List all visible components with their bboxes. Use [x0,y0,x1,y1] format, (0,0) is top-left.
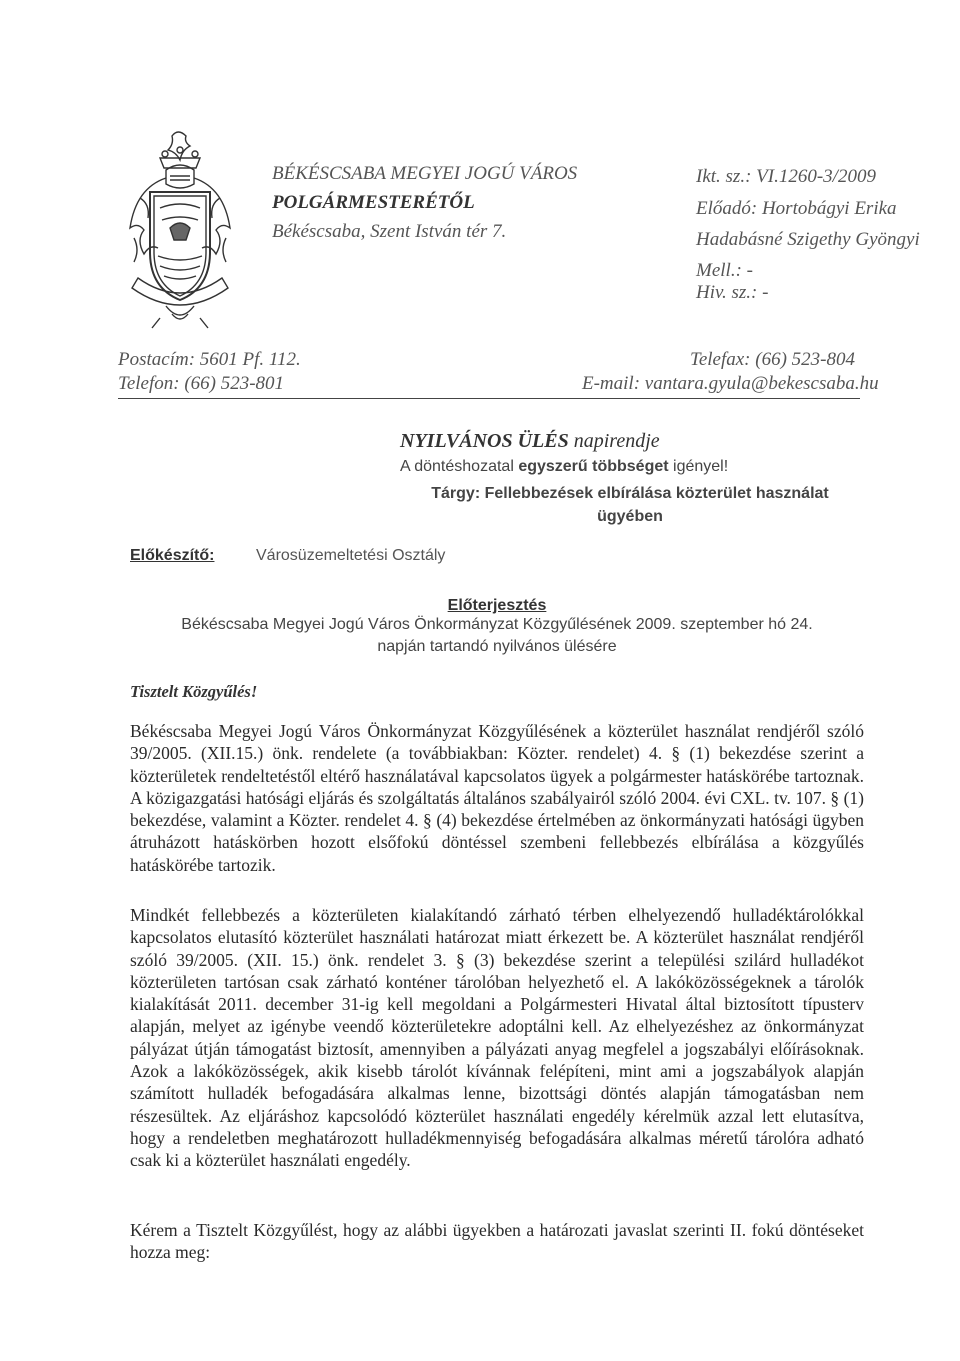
majority-note: A döntéshozatal egyszerű többséget igényel! [400,458,729,475]
meeting-type: NYILVÁNOS ÜLÉS [400,430,569,452]
attachments: Mell.: - [696,260,753,281]
org-sender: POLGÁRMESTERÉTŐL [272,192,475,213]
salutation: Tisztelt Közgyűlés! [130,682,258,701]
proposal-line-2: napján tartandó nyilvános ülésére [377,638,617,655]
phone: Telefon: (66) 523-801 [118,373,285,394]
meeting-title [400,430,660,453]
meeting-agenda-word: napirendje [568,430,660,452]
preparer-label: Előkészítő: [130,547,215,564]
org-address: Békéscsaba, Szent István tér 7. [272,221,507,242]
fax: Telefax: (66) 523-804 [690,349,855,370]
rapporteur: Előadó: Hortobágyi Erika [696,198,897,219]
rapporteur-2: Hadabásné Szigethy Gyöngyi [696,229,920,250]
preparer-value: Városüzemeltetési Osztály [256,547,446,564]
paragraph-2: Mindkét fellebbezés a közterületen kialakítandó zárható térben elhelyezendő hulladéktárolókkal kapcsolatos elutasító közterület használati határozat miatt érkezett be. A közterület használat rendjéről szóló 39/2005. (XII. 15.) önk. rendelet 3. § (3) bekezdése szerint a települési szilárd hulladékot közterületen tartósan csak zárható konténer tárolóban helyezhető el. A lakóközösségeknek a tárolók kialakítását 2011. december 31-ig kell megoldani a Polgármesteri Hivatal által biztosított típusterv alapján, melyet az igénybe veendő közterületekre adoptálni kell. Az elhelyezéshez az önkormányzat pályázat útján támogatást biztosít, amennyiben a pályázati anyag megfelel a jogszabályi előírásoknak. Azok a lakóközösségek, akik kisebb tárolót kívánnak felépíteni, mint ami a jogszabályok alapján számított hulladék befogadására alkalmas lenne, bizottsági döntés alapján támogatásban nem részesültek. Az eljáráshoz kapcsolódó közterület használati engedély kérelmük azzal lett elutasítva, hogy a rendeletben meghatározott hulladékmennyiség befogadására alkalmas méretű tárolóra adható csak ki a közterület használati engedély. [130,905,864,1171]
reference-number: Hiv. sz.: - [696,282,769,303]
org-name: BÉKÉSCSABA MEGYEI JOGÚ VÁROS [272,163,578,184]
proposal-line-1: Békéscsaba Megyei Jogú Város Önkormányzat Közgyűlésének 2009. szeptember hó 24. [181,616,813,633]
paragraph-3: Kérem a Tisztelt Közgyűlést, hogy az alábbi ügyekben a határozati javaslat szerinti II. fokú döntéseket hozza meg: [130,1220,864,1263]
header-divider [118,398,860,399]
subject: Tárgy: Fellebbezések elbírálása közterület használat ügyében [431,485,829,525]
email: E-mail: vantara.gyula@bekescsaba.hu [582,373,879,394]
postal-address: Postacím: 5601 Pf. 112. [118,349,301,370]
proposal-title: Előterjesztés [447,597,547,614]
coat-of-arms-logo [120,128,240,333]
file-number: Ikt. sz.: VI.1260-3/2009 [696,166,876,187]
paragraph-1: Békéscsaba Megyei Jogú Város Önkormányzat Közgyűlésének a közterület használat rendjéről szóló 39/2005. (XII.15.) önk. rendelete (a továbbiakban: Közter. rendelet) 4. § (1) bekezdése szerint a közterületek rendeltetéstől eltérő használatával kapcsolatos ügyek a polgármester hatáskörébe tartoznak. A közigazgatási hatósági eljárás és szolgáltatás általános szabályairól szóló 2004. évi CXL. tv. 107. § (1) bekezdése, valamint a Közter. rendelet 4. § (4) bekezdése értelmében az önkormányzati hatósági ügyben átruházott hatáskörben hozott elsőfokú döntéssel szembeni fellebbezés elbírálása a közgyűlés hatáskörébe tartozik. [130,721,864,875]
